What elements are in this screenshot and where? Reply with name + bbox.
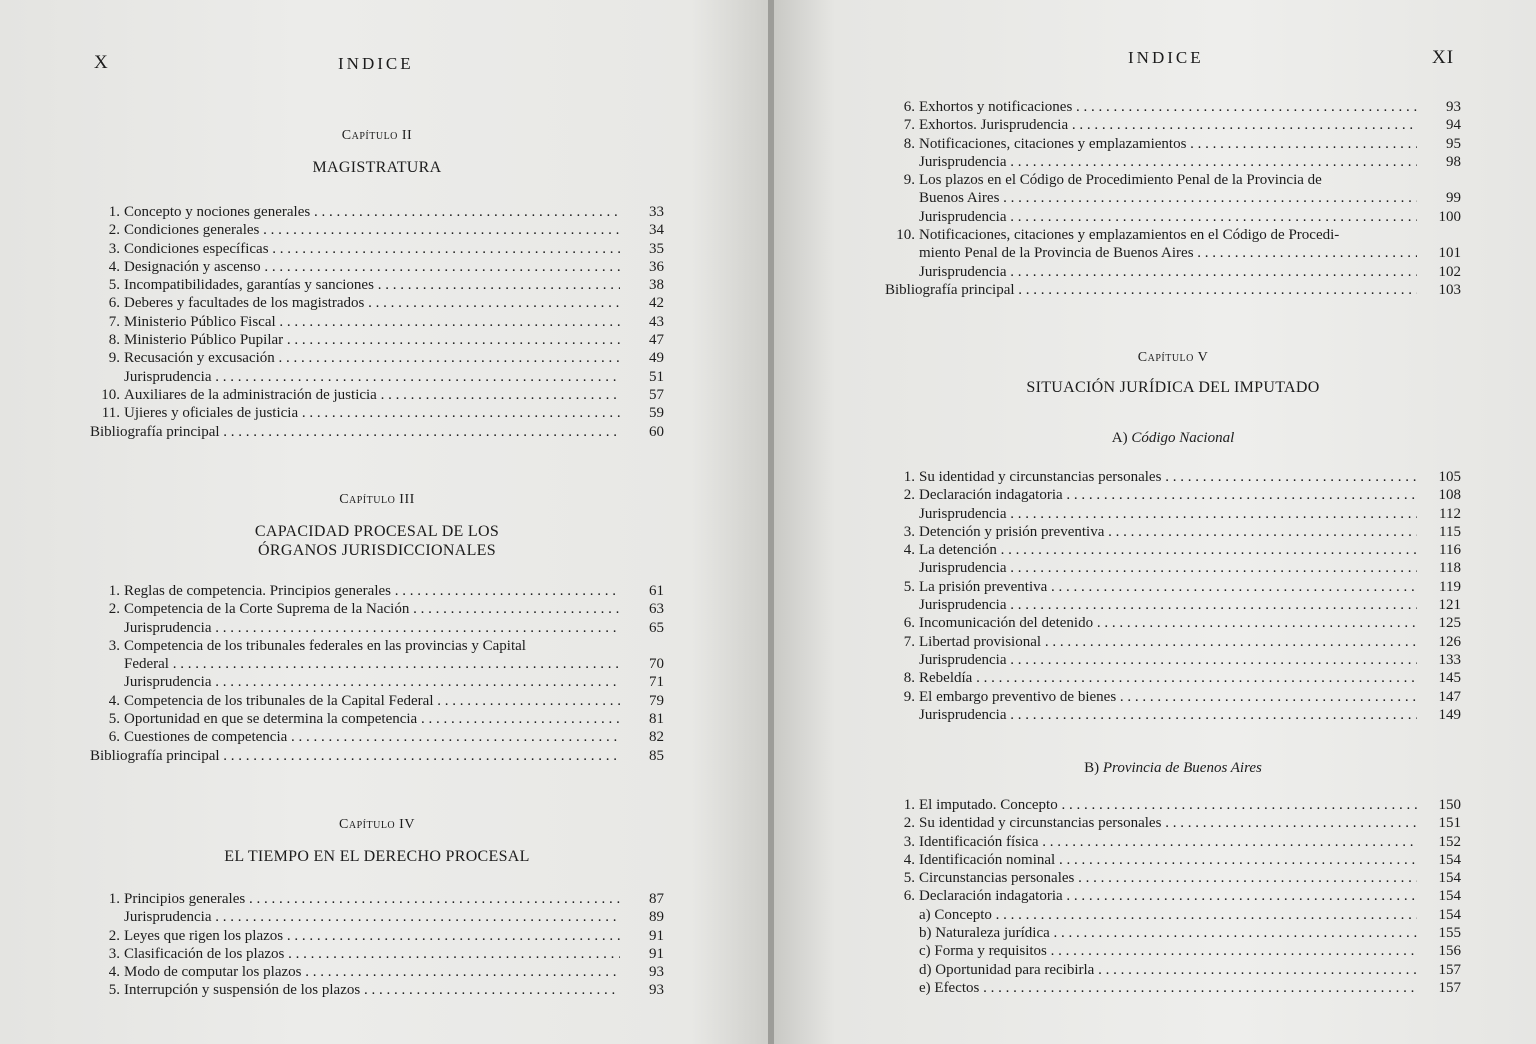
entry-title: Jurisprudencia . . . xyxy=(919,505,1417,523)
entry-title: Jurisprudencia . . . xyxy=(124,619,620,637)
entry-page: 119 xyxy=(1439,578,1461,595)
entry-page: 154 xyxy=(1438,888,1461,905)
entry-page: 121 xyxy=(1438,597,1461,614)
toc-entry xyxy=(885,796,1461,814)
chapter-label: Capítulo II xyxy=(341,128,413,143)
entry-title: Identificación nominal . . . xyxy=(919,851,1417,869)
entry-title: Reglas de competencia. Principios generales . . . xyxy=(124,582,620,600)
entry-title: Bibliografía principal . . . xyxy=(885,281,1417,299)
toc-list xyxy=(90,582,664,765)
entry-page: 61 xyxy=(649,583,664,599)
entry-title: Libertad provisional . . . xyxy=(919,633,1417,651)
entry-title: Incompatibilidades, garantías y sanciones . . . xyxy=(124,276,620,294)
toc-entry xyxy=(90,276,664,294)
entry-page: 42 xyxy=(649,295,664,312)
entry-number: 8. xyxy=(903,135,915,152)
toc-entry xyxy=(885,706,1461,724)
entry-page: 36 xyxy=(649,258,664,275)
entry-title: Detención y prisión preventiva . . . xyxy=(919,523,1417,541)
toc-entry xyxy=(885,906,1461,924)
entry-page: 94 xyxy=(1446,117,1461,134)
toc-entry xyxy=(90,258,664,276)
entry-page: 65 xyxy=(649,619,664,636)
entry-title: Jurisprudencia . . . xyxy=(124,908,620,926)
chapter-heading xyxy=(90,817,664,866)
entry-page: 34 xyxy=(649,222,664,239)
entry-title: Los plazos en el Código de Procedimiento Penal de la Provincia de xyxy=(919,172,1322,189)
toc-entry xyxy=(885,633,1461,651)
entry-number: 4. xyxy=(108,258,120,275)
entry-page: 149 xyxy=(1438,706,1461,723)
toc-entry xyxy=(885,924,1461,942)
entry-title: Ministerio Público Pupilar . . . xyxy=(124,331,620,349)
toc-entry xyxy=(90,890,664,908)
entry-number: 4. xyxy=(108,964,120,981)
entry-number: 3. xyxy=(903,523,915,540)
toc-entry xyxy=(90,423,664,441)
entry-title: El imputado. Concepto . . . xyxy=(919,796,1417,814)
entry-page: 99 xyxy=(1446,190,1461,207)
entry-title: Cuestiones de competencia . . . xyxy=(124,728,620,746)
entry-number: 5. xyxy=(108,982,120,999)
toc-entry xyxy=(885,171,1461,189)
toc-entry xyxy=(90,927,664,945)
entry-title: Condiciones específicas . . . xyxy=(124,240,620,258)
toc-entry xyxy=(885,189,1461,207)
entry-title: Buenos Aires . . . xyxy=(919,189,1417,207)
entry-page: 101 xyxy=(1438,245,1461,262)
entry-page: 115 xyxy=(1439,523,1461,540)
entry-number: 2. xyxy=(108,601,120,618)
entry-title: Jurisprudencia . . . xyxy=(919,651,1417,669)
entry-title: Incomunicación del detenido . . . xyxy=(919,614,1417,632)
entry-page: 154 xyxy=(1438,870,1461,887)
toc-entry xyxy=(90,908,664,926)
entry-number: 6. xyxy=(108,729,120,746)
entry-number: 1. xyxy=(108,891,120,907)
entry-page: 151 xyxy=(1438,815,1461,832)
toc-entry xyxy=(885,135,1461,153)
toc-entry xyxy=(885,153,1461,171)
entry-page: 79 xyxy=(649,692,664,709)
entry-page: 100 xyxy=(1438,208,1461,225)
entry-title: Declaración indagatoria . . . xyxy=(919,887,1417,905)
entry-page: 126 xyxy=(1438,633,1461,650)
entry-number: 4. xyxy=(108,692,120,709)
entry-title: Concepto y nociones generales . . . xyxy=(124,203,620,221)
entry-title: Su identidad y circunstancias personales . . . xyxy=(919,468,1417,486)
entry-title: Exhortos. Jurisprudencia . . . xyxy=(919,116,1417,134)
entry-page: 112 xyxy=(1439,505,1461,522)
toc-entry xyxy=(90,945,664,963)
entry-page: 38 xyxy=(649,277,664,294)
toc-entry xyxy=(885,208,1461,226)
toc-entry xyxy=(90,619,664,637)
toc-entry xyxy=(90,203,664,221)
entry-page: 57 xyxy=(649,386,664,403)
entry-number: 5. xyxy=(903,870,915,887)
entry-title: Recusación y excusación . . . xyxy=(124,349,620,367)
entry-title: Modo de computar los plazos . . . xyxy=(124,963,620,981)
toc-entry xyxy=(885,961,1461,979)
entry-title: Jurisprudencia . . . xyxy=(919,706,1417,724)
entry-title: La detención . . . xyxy=(919,541,1417,559)
toc-entry xyxy=(90,368,664,386)
toc-entry xyxy=(90,313,664,331)
entry-number: 1. xyxy=(903,469,915,485)
running-head: INDICE xyxy=(1128,48,1204,67)
right-page xyxy=(774,0,1536,1044)
entry-page: 35 xyxy=(649,240,664,257)
entry-number: 3. xyxy=(108,637,120,654)
entry-title: b) Naturaleza jurídica . . . xyxy=(919,924,1417,942)
entry-page: 154 xyxy=(1438,906,1461,923)
toc-entry xyxy=(885,523,1461,541)
entry-number: 7. xyxy=(903,117,915,134)
toc-entry xyxy=(885,578,1461,596)
toc-entry xyxy=(885,814,1461,832)
toc-entry xyxy=(885,869,1461,887)
entry-page: 93 xyxy=(649,982,664,999)
entry-page: 33 xyxy=(649,204,664,220)
entry-title: Identificación física . . . xyxy=(919,833,1417,851)
entry-number: 1. xyxy=(903,797,915,813)
entry-page: 125 xyxy=(1438,615,1461,632)
toc-entry xyxy=(90,600,664,618)
entry-page: 154 xyxy=(1438,851,1461,868)
entry-number: 7. xyxy=(903,633,915,650)
toc-entry xyxy=(885,468,1461,486)
toc-entry xyxy=(885,669,1461,687)
entry-title: Interrupción y suspensión de los plazos . . . xyxy=(124,981,620,999)
toc-entry xyxy=(90,386,664,404)
entry-number: 8. xyxy=(903,670,915,687)
entry-page: 70 xyxy=(649,656,664,673)
entry-number: 2. xyxy=(903,815,915,832)
toc-list xyxy=(90,203,664,441)
entry-number: 2. xyxy=(108,927,120,944)
entry-number: 6. xyxy=(903,615,915,632)
entry-title: a) Concepto . . . xyxy=(919,906,1417,924)
entry-number: 1. xyxy=(108,583,120,599)
chapter-heading xyxy=(885,350,1461,397)
entry-page: 93 xyxy=(649,964,664,981)
toc-entry xyxy=(885,851,1461,869)
chapter-title: EL TIEMPO EN EL DERECHO PROCESAL xyxy=(224,848,530,865)
entry-number: 4. xyxy=(903,851,915,868)
entry-page: 103 xyxy=(1438,281,1461,298)
toc-entry xyxy=(885,244,1461,262)
entry-title: Exhortos y notificaciones . . . xyxy=(919,98,1417,116)
entry-number: 4. xyxy=(903,542,915,559)
chapter-label: Capítulo III xyxy=(339,492,415,507)
entry-title: Ministerio Público Fiscal . . . xyxy=(124,313,620,331)
entry-title: Designación y ascenso . . . xyxy=(124,258,620,276)
toc-entry xyxy=(885,596,1461,614)
entry-page: 91 xyxy=(649,927,664,944)
toc-entry xyxy=(90,637,664,655)
entry-number: 3. xyxy=(108,240,120,257)
chapter-label: Capítulo V xyxy=(1137,350,1209,365)
entry-page: 89 xyxy=(649,909,664,926)
entry-title: Bibliografía principal . . . xyxy=(90,747,620,765)
chapter-heading xyxy=(90,492,664,560)
entry-title: c) Forma y requisitos . . . xyxy=(919,942,1417,960)
entry-title: La prisión preventiva . . . xyxy=(919,578,1417,596)
entry-page: 93 xyxy=(1446,99,1461,115)
entry-number: 5. xyxy=(108,711,120,728)
toc-entry xyxy=(885,833,1461,851)
entry-title: Jurisprudencia . . . xyxy=(919,153,1417,171)
entry-page: 133 xyxy=(1438,651,1461,668)
toc-entry xyxy=(90,240,664,258)
entry-page: 157 xyxy=(1438,961,1461,978)
entry-title: Competencia de la Corte Suprema de la Nación . . . xyxy=(124,600,620,618)
entry-title: miento Penal de la Provincia de Buenos Aires . . . xyxy=(919,244,1417,262)
entry-number: 6. xyxy=(903,888,915,905)
entry-page: 71 xyxy=(649,674,664,691)
toc-entry xyxy=(885,559,1461,577)
section-heading: A) Código Nacional xyxy=(1111,430,1235,446)
entry-number: 8. xyxy=(108,332,120,349)
toc-entry xyxy=(90,963,664,981)
entry-page: 150 xyxy=(1438,797,1461,813)
entry-page: 87 xyxy=(649,891,664,907)
entry-page: 152 xyxy=(1438,833,1461,850)
entry-title: Auxiliares de la administración de justicia . . . xyxy=(124,386,620,404)
entry-title: Declaración indagatoria . . . xyxy=(919,486,1417,504)
entry-title: Bibliografía principal . . . xyxy=(90,423,620,441)
toc-entry xyxy=(90,692,664,710)
toc-entry xyxy=(885,541,1461,559)
entry-page: 145 xyxy=(1438,670,1461,687)
page-folio: X xyxy=(94,52,109,73)
entry-page: 98 xyxy=(1446,153,1461,170)
toc-entry xyxy=(90,349,664,367)
toc-entry xyxy=(885,116,1461,134)
entry-title: Ujieres y oficiales de justicia . . . xyxy=(124,404,620,422)
entry-title: Jurisprudencia . . . xyxy=(124,368,620,386)
toc-entry xyxy=(90,221,664,239)
entry-title: Leyes que rigen los plazos . . . xyxy=(124,927,620,945)
toc-entry xyxy=(90,981,664,999)
entry-page: 82 xyxy=(649,729,664,746)
toc-entry xyxy=(885,505,1461,523)
entry-title: El embargo preventivo de bienes . . . xyxy=(919,688,1417,706)
entry-number: 2. xyxy=(903,487,915,504)
toc-entry xyxy=(885,688,1461,706)
entry-number: 9. xyxy=(903,688,915,705)
entry-title: Su identidad y circunstancias personales . . . xyxy=(919,814,1417,832)
entry-title: Rebeldía . . . xyxy=(919,669,1417,687)
toc-entry xyxy=(885,98,1461,116)
entry-title: Jurisprudencia . . . xyxy=(919,208,1417,226)
toc-list xyxy=(885,98,1461,299)
entry-number: 10. xyxy=(101,386,120,403)
entry-title: Notificaciones, citaciones y emplazamientos en el Código de Procedi- xyxy=(919,227,1340,244)
entry-title: Condiciones generales . . . xyxy=(124,221,620,239)
entry-title: Circunstancias personales . . . xyxy=(919,869,1417,887)
section-heading: B) Provincia de Buenos Aires xyxy=(1084,760,1262,776)
entry-page: 108 xyxy=(1438,487,1461,504)
entry-page: 118 xyxy=(1439,560,1461,577)
entry-title: e) Efectos . . . xyxy=(919,979,1417,997)
entry-page: 156 xyxy=(1438,943,1461,960)
entry-title: Oportunidad en que se determina la competencia . . . xyxy=(124,710,620,728)
toc-entry xyxy=(885,281,1461,299)
entry-page: 81 xyxy=(649,711,664,728)
entry-title: Clasificación de los plazos . . . xyxy=(124,945,620,963)
entry-number: 9. xyxy=(903,172,915,189)
entry-title: Jurisprudencia . . . xyxy=(124,673,620,691)
entry-page: 51 xyxy=(649,368,664,385)
entry-number: 5. xyxy=(108,277,120,294)
running-head: INDICE xyxy=(338,54,414,73)
entry-title: Principios generales . . . xyxy=(124,890,620,908)
toc-entry xyxy=(885,263,1461,281)
entry-title: Deberes y facultades de los magistrados . . . xyxy=(124,294,620,312)
toc-entry xyxy=(885,651,1461,669)
entry-number: 1. xyxy=(108,204,120,220)
entry-page: 116 xyxy=(1439,542,1461,559)
entry-number: 3. xyxy=(903,833,915,850)
entry-page: 49 xyxy=(649,350,664,367)
chapter-title: MAGISTRATURA xyxy=(312,159,442,176)
entry-title: Jurisprudencia . . . xyxy=(919,596,1417,614)
entry-page: 59 xyxy=(649,405,664,422)
entry-number: 10. xyxy=(896,227,915,244)
entry-page: 43 xyxy=(649,313,664,330)
toc-entry xyxy=(90,404,664,422)
toc-entry xyxy=(90,331,664,349)
toc-entry xyxy=(90,747,664,765)
entry-title: d) Oportunidad para recibirla . . . xyxy=(919,961,1417,979)
chapter-label: Capítulo IV xyxy=(339,817,415,832)
entry-number: 6. xyxy=(108,295,120,312)
toc-list xyxy=(885,796,1461,997)
entry-page: 91 xyxy=(649,945,664,962)
entry-title: Jurisprudencia . . . xyxy=(919,263,1417,281)
entry-title: Federal . . . xyxy=(124,655,620,673)
entry-page: 155 xyxy=(1438,925,1461,942)
toc-entry xyxy=(90,582,664,600)
toc-list xyxy=(885,468,1461,724)
toc-entry xyxy=(90,655,664,673)
entry-page: 102 xyxy=(1438,263,1461,280)
entry-page: 47 xyxy=(649,332,664,349)
toc-entry xyxy=(90,294,664,312)
entry-page: 60 xyxy=(649,423,664,440)
toc-entry xyxy=(885,226,1461,244)
toc-list xyxy=(90,890,664,1000)
entry-page: 147 xyxy=(1438,688,1461,705)
toc-entry xyxy=(90,710,664,728)
page-folio: XI xyxy=(1432,47,1455,68)
entry-page: 63 xyxy=(649,601,664,618)
entry-page: 157 xyxy=(1438,979,1461,996)
entry-number: 11. xyxy=(101,405,120,422)
entry-title: Notificaciones, citaciones y emplazamientos . . . xyxy=(919,135,1417,153)
entry-number: 6. xyxy=(903,99,915,115)
toc-entry xyxy=(885,979,1461,997)
toc-entry xyxy=(885,887,1461,905)
entry-page: 85 xyxy=(649,747,664,764)
entry-title: Jurisprudencia . . . xyxy=(919,559,1417,577)
toc-entry xyxy=(90,728,664,746)
chapter-title: CAPACIDAD PROCESAL DE LOS ÓRGANOS JURISDICCIONALES xyxy=(254,523,500,559)
chapter-title: SITUACIÓN JURÍDICA DEL IMPUTADO xyxy=(1026,379,1320,396)
chapter-heading xyxy=(90,128,664,177)
entry-title: Competencia de los tribunales federales en las provincias y Capital xyxy=(124,637,526,654)
toc-entry xyxy=(885,486,1461,504)
toc-entry xyxy=(90,673,664,691)
entry-number: 2. xyxy=(108,222,120,239)
entry-page: 105 xyxy=(1438,469,1461,485)
entry-number: 5. xyxy=(903,578,915,595)
entry-title: Competencia de los tribunales de la Capital Federal . . . xyxy=(124,692,620,710)
toc-entry xyxy=(885,614,1461,632)
entry-number: 9. xyxy=(108,350,120,367)
entry-number: 3. xyxy=(108,945,120,962)
entry-number: 7. xyxy=(108,313,120,330)
toc-entry xyxy=(885,942,1461,960)
entry-page: 95 xyxy=(1446,135,1461,152)
